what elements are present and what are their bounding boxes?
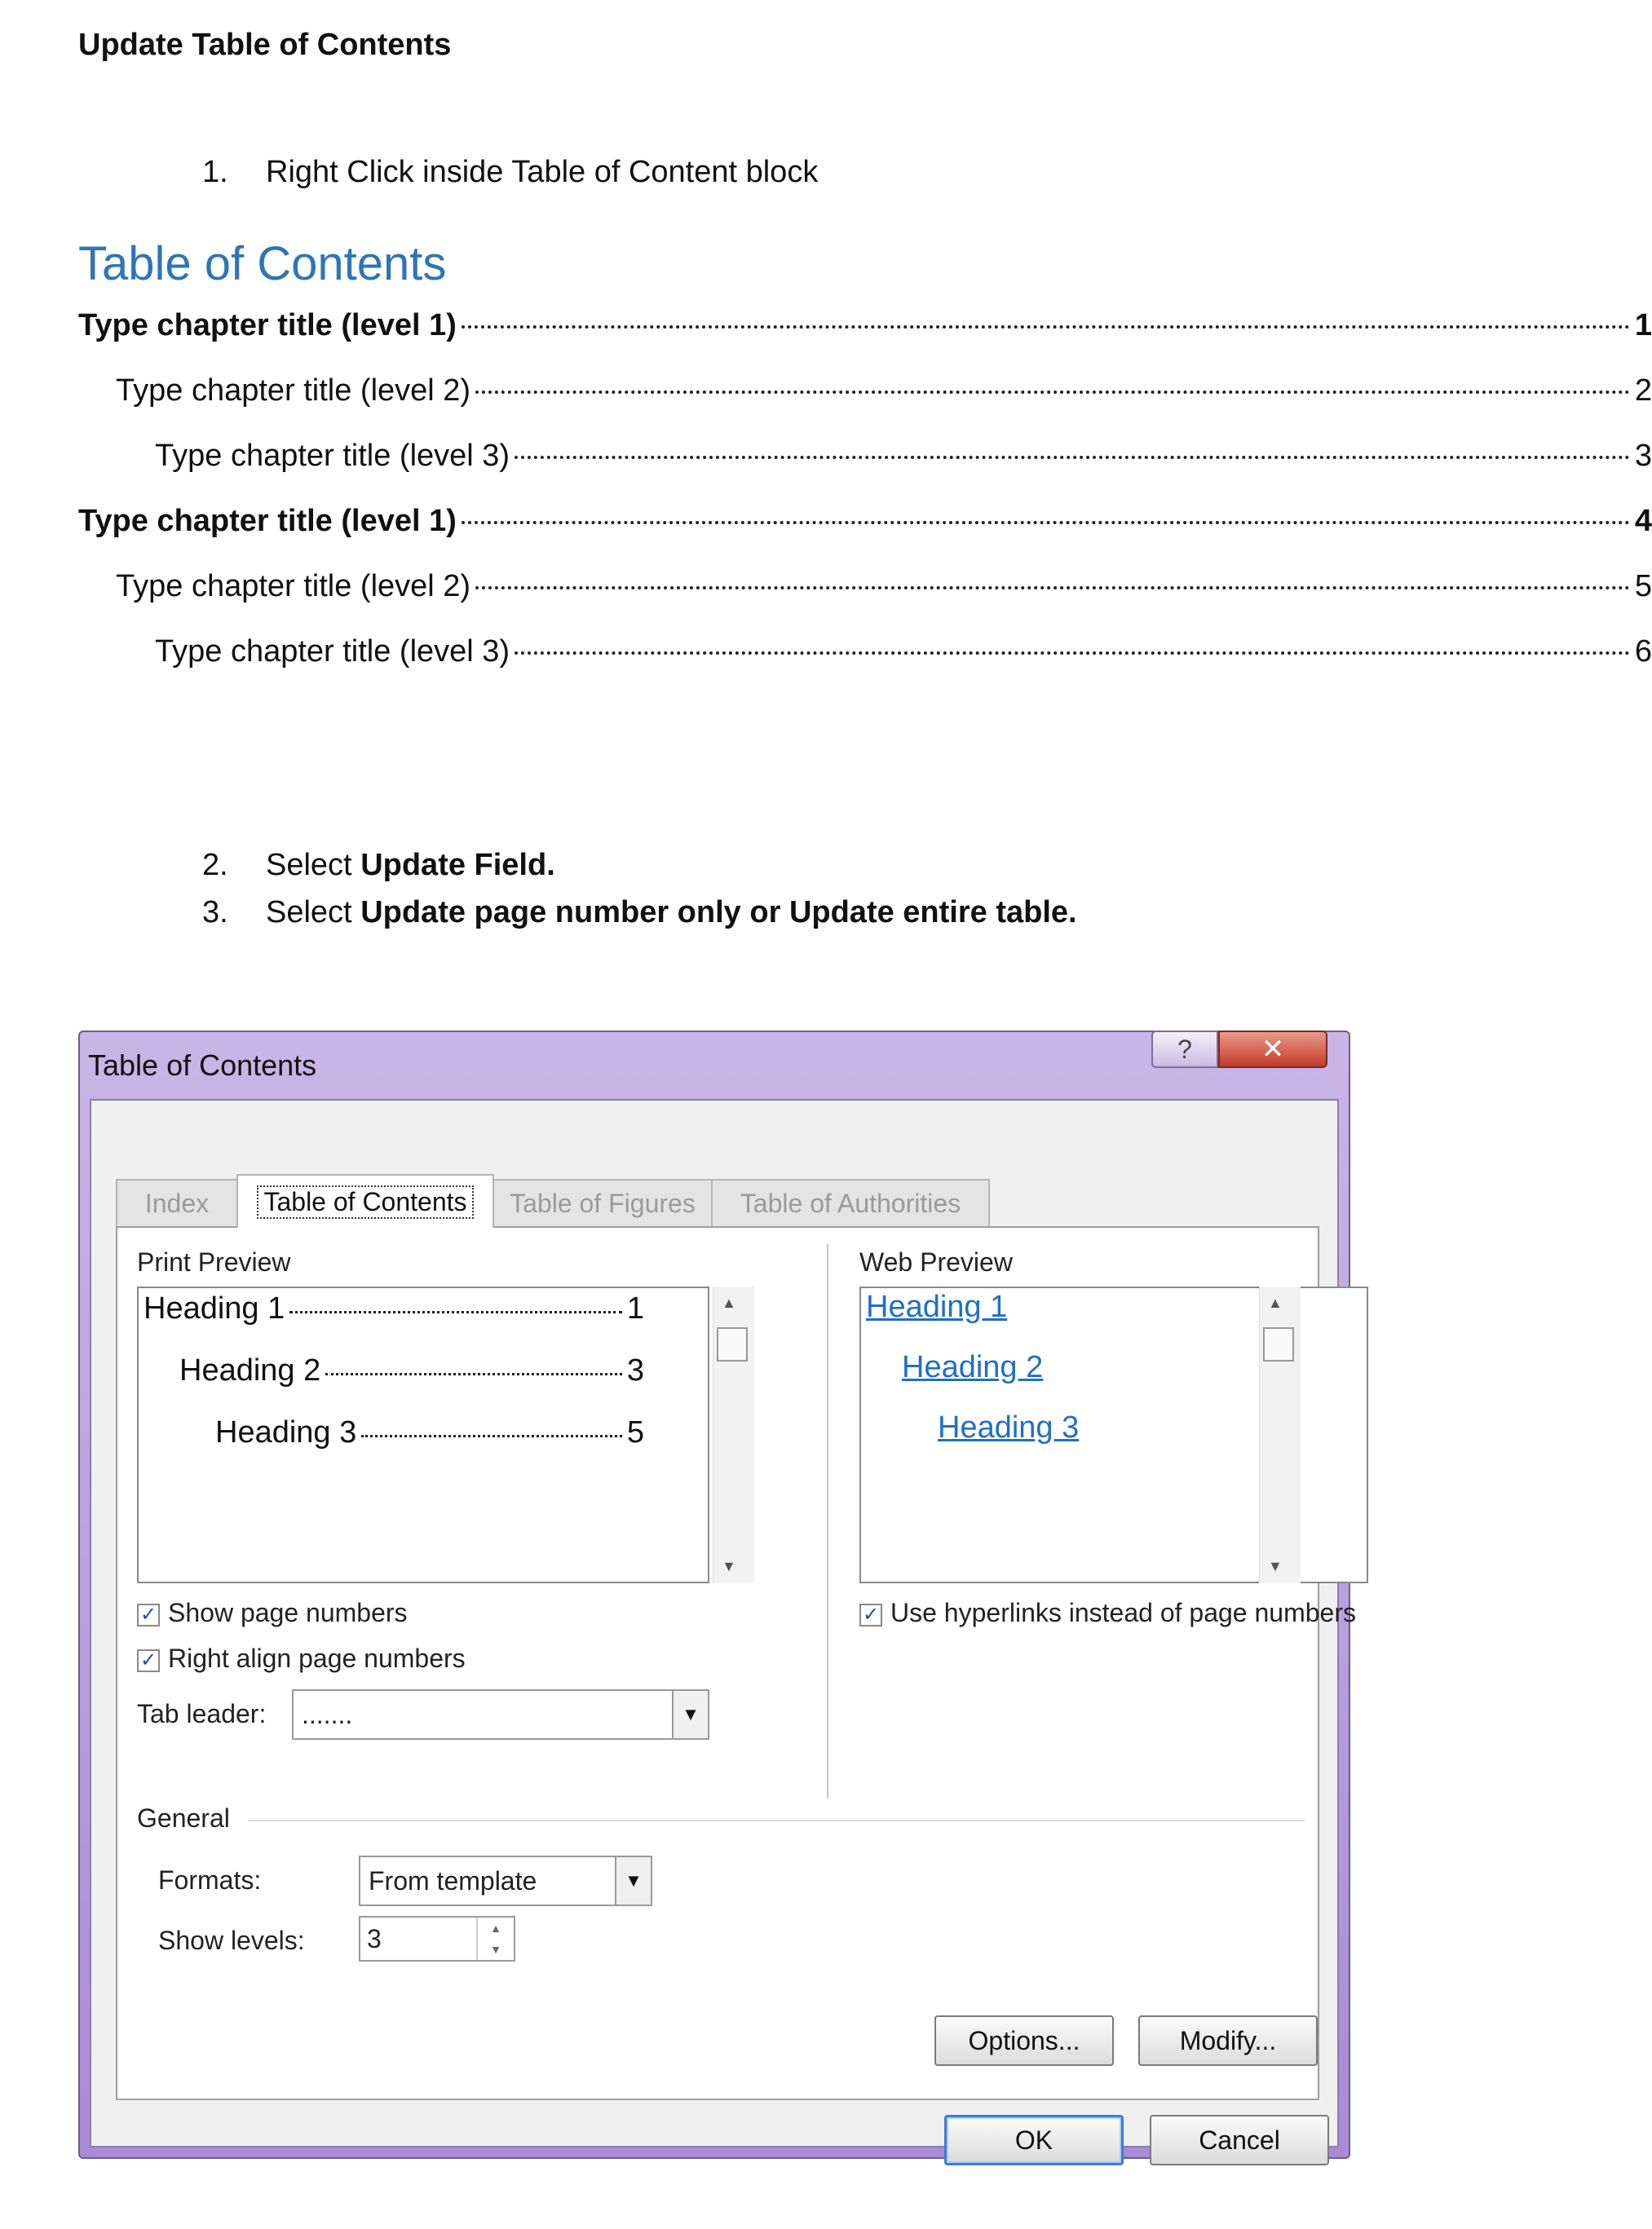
tab-table-of-authorities[interactable] [711,1179,990,1226]
show-levels-value[interactable]: 3 [367,1924,382,1953]
spinner-buttons [476,1918,514,1960]
tab-label: Index [144,1188,210,1218]
spin-down-icon[interactable]: ▼ [490,1943,501,1956]
toc-entry-title: Type chapter title (level 1) [78,504,457,538]
toc-entry[interactable] [78,504,1652,553]
document-heading: Update Table of Contents [78,28,452,62]
print-preview-leader [289,1311,622,1313]
toc-entry[interactable] [78,569,1652,618]
tab-panel [116,1226,1356,2100]
tab-label: Table of Authorities [740,1188,961,1218]
title-buttons [1151,1031,1327,1070]
web-preview-link-heading-1[interactable]: Heading 1 [866,1290,1008,1324]
help-icon: ? [1177,1034,1192,1064]
step-3-bold-1: Update page number only [360,895,741,929]
toc-entry-title: Type chapter title (level 2) [116,373,471,408]
step-2-prefix: Select [266,848,352,882]
toc-entry-page: 3 [1634,439,1652,473]
print-preview-box [137,1287,709,1583]
scroll-up-icon[interactable]: ▲ [1268,1295,1283,1311]
toc-leader [515,651,1630,655]
toc-entry-title: Type chapter title (level 2) [116,569,471,603]
formats-select[interactable] [359,1856,652,1906]
toc-leader [475,586,1630,589]
scroll-thumb[interactable] [1263,1327,1294,1362]
close-button[interactable] [1218,1031,1327,1068]
print-preview-page: 3 [626,1353,644,1388]
toc-entry-page: 4 [1634,504,1652,538]
tab-table-of-figures[interactable] [493,1179,713,1226]
toc-dialog [78,1031,1356,2159]
general-section-label: General [137,1803,230,1833]
toc-entry-title: Type chapter title (level 3) [155,439,510,473]
scroll-down-icon[interactable]: ▼ [722,1558,736,1574]
web-preview-scrollbar[interactable] [1259,1287,1301,1583]
print-preview-text: Heading 3 [215,1415,357,1450]
cancel-button-label: Cancel [1199,2125,1280,2155]
print-preview-text: Heading 2 [179,1353,321,1388]
tab-leader-select[interactable] [292,1689,709,1740]
show-levels-spinner[interactable] [359,1916,515,1962]
modify-button[interactable] [1138,2015,1318,2066]
toc-leader [462,325,1630,329]
scroll-down-icon[interactable]: ▼ [1268,1558,1283,1574]
toc-entry[interactable] [78,373,1652,422]
print-preview-row [144,1291,644,1326]
tab-leader-label: Tab leader: [137,1699,267,1728]
toc-block[interactable] [78,308,1652,683]
dropdown-arrow-icon[interactable]: ▼ [672,1691,708,1738]
step-1-text: Right Click inside Table of Content block [266,155,819,189]
use-hyperlinks-label: Use hyperlinks instead of page numbers [890,1598,1356,1627]
toc-entry-title: Type chapter title (level 1) [78,308,457,342]
toc-entry-title: Type chapter title (level 3) [155,634,510,669]
print-preview-page: 5 [626,1415,644,1450]
toc-entry-page: 2 [1634,373,1652,408]
ok-button[interactable] [944,2115,1124,2165]
toc-title: Table of Contents [78,237,447,290]
use-hyperlinks-option[interactable] [859,1598,1356,1628]
web-preview-label: Web Preview [859,1247,1013,1277]
step-1 [202,155,818,190]
vertical-divider [827,1244,828,1799]
cancel-button[interactable] [1150,2115,1329,2165]
tab-label: Table of Contents [257,1185,473,1219]
use-hyperlinks-checkbox[interactable] [859,1604,882,1627]
print-preview-row [215,1415,644,1450]
step-3-bold-2: Update entire table. [788,895,1077,929]
print-preview-leader [325,1373,622,1375]
tab-table-of-contents[interactable] [236,1174,494,1228]
check-icon: ✓ [139,1649,157,1672]
toc-entry[interactable] [78,439,1652,488]
web-preview-link-heading-3[interactable]: Heading 3 [938,1410,1080,1445]
general-divider [248,1820,1305,1821]
toc-entry[interactable] [78,634,1652,683]
web-preview-link-heading-2[interactable]: Heading 2 [902,1350,1044,1384]
tab-index[interactable] [116,1179,238,1226]
options-button-label: Options... [968,2025,1080,2055]
ok-button-label: OK [1014,2125,1053,2155]
toc-leader [475,391,1630,394]
dropdown-arrow-icon[interactable]: ▼ [615,1857,651,1905]
toc-leader [515,456,1630,459]
scroll-up-icon[interactable]: ▲ [722,1295,736,1311]
toc-leader [462,521,1630,524]
options-button[interactable] [934,2015,1114,2066]
show-page-numbers-label: Show page numbers [168,1598,408,1627]
check-icon: ✓ [862,1604,880,1627]
close-icon: ✕ [1261,1034,1285,1065]
toc-entry[interactable] [78,308,1652,357]
print-preview-leader [361,1435,622,1437]
tab-leader-value: ....... [302,1699,353,1729]
show-page-numbers-checkbox[interactable] [137,1604,160,1627]
check-icon: ✓ [139,1604,157,1627]
print-preview-text: Heading 1 [144,1291,285,1326]
tab-label: Table of Figures [510,1188,696,1218]
step-2 [202,848,555,883]
help-button[interactable] [1151,1031,1218,1068]
step-3 [202,895,1077,930]
step-3-number: 3. [202,895,228,929]
toc-entry-page: 1 [1634,308,1652,342]
dialog-title: Table of Contents [88,1048,317,1082]
toc-entry-page: 5 [1634,569,1652,603]
spin-up-icon[interactable]: ▲ [490,1922,501,1935]
print-preview-row [179,1353,644,1388]
right-align-checkbox[interactable] [137,1649,160,1672]
step-1-number: 1. [202,155,228,189]
print-preview-page: 1 [626,1291,644,1326]
modify-button-label: Modify... [1179,2025,1277,2055]
show-page-numbers-option[interactable] [137,1598,408,1628]
scroll-thumb[interactable] [717,1327,748,1362]
right-align-label: Right align page numbers [168,1644,466,1673]
print-preview-label: Print Preview [137,1247,291,1277]
step-3-mid: or [749,895,781,929]
dialog-client [90,1099,1356,2155]
toc-entry-page: 6 [1634,634,1652,669]
right-align-option[interactable] [137,1644,466,1674]
show-levels-label: Show levels: [158,1926,305,1955]
formats-value: From template [369,1865,537,1896]
formats-label: Formats: [158,1865,262,1895]
step-3-prefix: Select [266,895,352,929]
print-preview-scrollbar[interactable] [713,1287,754,1583]
step-2-number: 2. [202,848,228,882]
step-2-bold: Update Field. [360,848,555,882]
